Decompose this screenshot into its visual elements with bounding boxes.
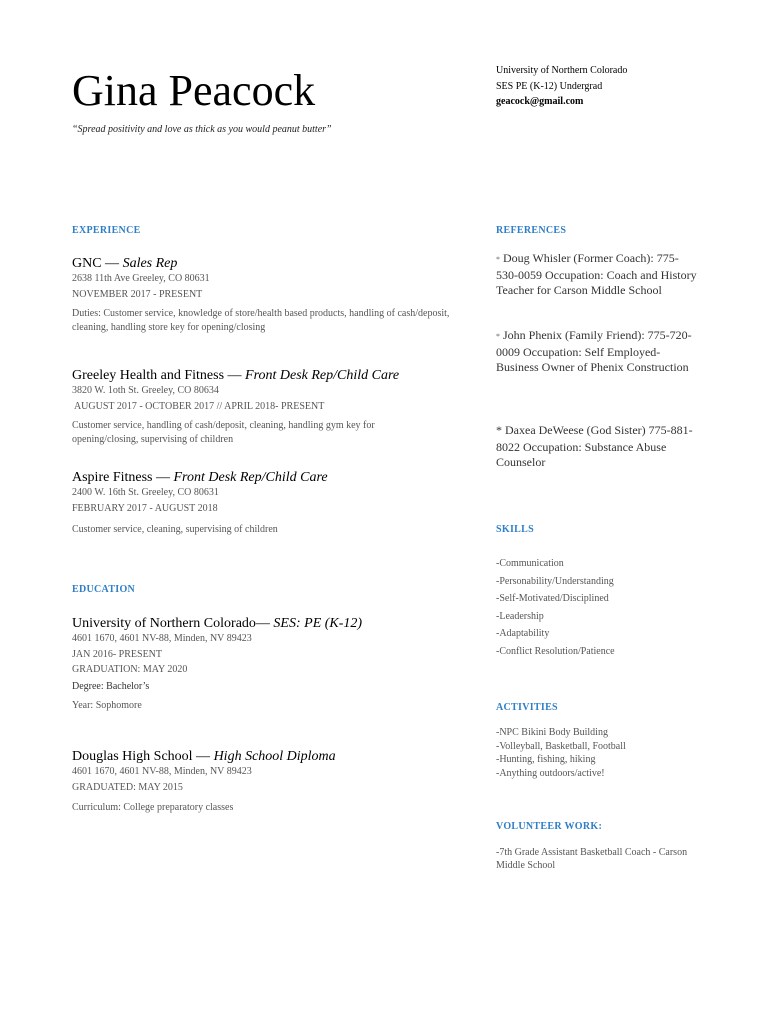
reference-text: * Daxea DeWeese (God Sister) 775-881-8022 Occupation: Substance Abuse Counselor — [496, 423, 693, 469]
skill-item: -Conflict Resolution/Patience — [496, 645, 615, 657]
activities-list — [496, 726, 626, 780]
job-title — [72, 368, 432, 384]
reference-text: John Phenix (Family Friend): 775-720-0009 Occupation: Self Employed- Business Owner of Phenix Construction — [496, 328, 692, 374]
job-dates: NOVEMBER 2017 - PRESENT — [72, 289, 203, 300]
contact-email[interactable]: geacock@gmail.com — [496, 96, 584, 107]
job-gnc — [72, 256, 452, 335]
job-address: 3820 W. 1oth St. Greeley, CO 80634 — [72, 385, 219, 396]
skill-item: -Adaptability — [496, 628, 550, 639]
skills-list — [496, 555, 615, 660]
school-curriculum: Curriculum: College preparatory classes — [72, 802, 234, 813]
activity-item: -Hunting, fishing, hiking — [496, 754, 596, 765]
job-duties: Customer service, cleaning, supervising of children — [72, 524, 278, 535]
school-name: University of Northern Colorado— — [72, 616, 274, 631]
school-name: Douglas High School — — [72, 749, 214, 764]
resume-name: Gina Peacock — [72, 66, 316, 115]
references-heading: REFERENCES — [496, 225, 567, 236]
activity-item: -Anything outdoors/active! — [496, 767, 605, 779]
job-company: Aspire Fitness — — [72, 470, 174, 485]
school-unc — [72, 616, 452, 711]
school-title — [72, 749, 452, 765]
job-title — [72, 256, 452, 272]
job-role: Sales Rep — [122, 256, 178, 271]
skill-item: -Leadership — [496, 610, 544, 622]
school-address: 4601 1670, 4601 NV-88, Minden, NV 89423 — [72, 766, 252, 777]
volunteer-text: -7th Grade Assistant Basketball Coach - Carson Middle School — [496, 847, 688, 871]
activity-item: -Volleyball, Basketball, Football — [496, 740, 626, 752]
reference-text: Doug Whisler (Former Coach): 775- 530-0059 Occupation: Coach and History Teacher for Carson Middle School — [496, 251, 697, 297]
school-graduation: GRADUATION: MAY 2020 — [72, 664, 188, 675]
job-role: Front Desk Rep/Child Care — [173, 470, 328, 485]
activities-heading: ACTIVITIES — [496, 702, 558, 713]
job-dates: FEBRUARY 2017 - AUGUST 2018 — [72, 503, 218, 514]
school-douglas — [72, 749, 452, 813]
skill-item: -Communication — [496, 558, 564, 569]
skill-item: -Self-Motivated/Disciplined — [496, 593, 609, 604]
job-title — [72, 470, 452, 486]
job-address: 2400 W. 16th St. Greeley, CO 80631 — [72, 487, 219, 498]
school-degree: High School Diploma — [213, 749, 336, 764]
school-year: Year: Sophomore — [72, 700, 142, 711]
reference-item — [496, 423, 701, 471]
job-company: GNC — — [72, 256, 123, 271]
skill-item: -Personability/Understanding — [496, 575, 614, 587]
school-degree: SES: PE (K-12) — [273, 616, 363, 631]
bullet-star: * — [496, 332, 500, 341]
job-duties: Duties: Customer service, knowledge of store/health based products, handling of cash/deposit, cleaning, handling store key for opening/closing — [72, 308, 450, 333]
job-dates: AUGUST 2017 - OCTOBER 2017 // APRIL 2018- PRESENT — [72, 401, 325, 412]
experience-heading: EXPERIENCE — [72, 225, 141, 236]
contact-block — [496, 63, 627, 110]
reference-item — [496, 328, 701, 376]
job-company: Greeley Health and Fitness — — [72, 368, 246, 383]
school-title — [72, 616, 452, 632]
school-degree-line: Degree: Bachelor’s — [72, 681, 150, 692]
school-address: 4601 1670, 4601 NV-88, Minden, NV 89423 — [72, 633, 252, 644]
reference-item — [496, 251, 701, 299]
bullet-star: * — [496, 255, 500, 264]
contact-school: University of Northern Colorado — [496, 65, 628, 76]
job-greeley-health — [72, 368, 432, 447]
school-dates: JAN 2016- PRESENT — [72, 649, 163, 660]
job-role: Front Desk Rep/Child Care — [245, 368, 400, 383]
education-heading: EDUCATION — [72, 584, 136, 595]
school-graduation: GRADUATED: MAY 2015 — [72, 782, 183, 793]
volunteer-heading: VOLUNTEER WORK: — [496, 821, 603, 832]
contact-program: SES PE (K-12) Undergrad — [496, 80, 603, 92]
job-duties: Customer service, handling of cash/deposit, cleaning, handling gym key for opening/closing, supervising of children — [72, 420, 375, 445]
job-aspire-fitness — [72, 470, 452, 537]
skills-heading: SKILLS — [496, 524, 534, 535]
personal-quote: “Spread positivity and love as thick as you would peanut butter” — [72, 124, 332, 135]
activity-item: -NPC Bikini Body Building — [496, 727, 608, 738]
job-address: 2638 11th Ave Greeley, CO 80631 — [72, 273, 210, 284]
